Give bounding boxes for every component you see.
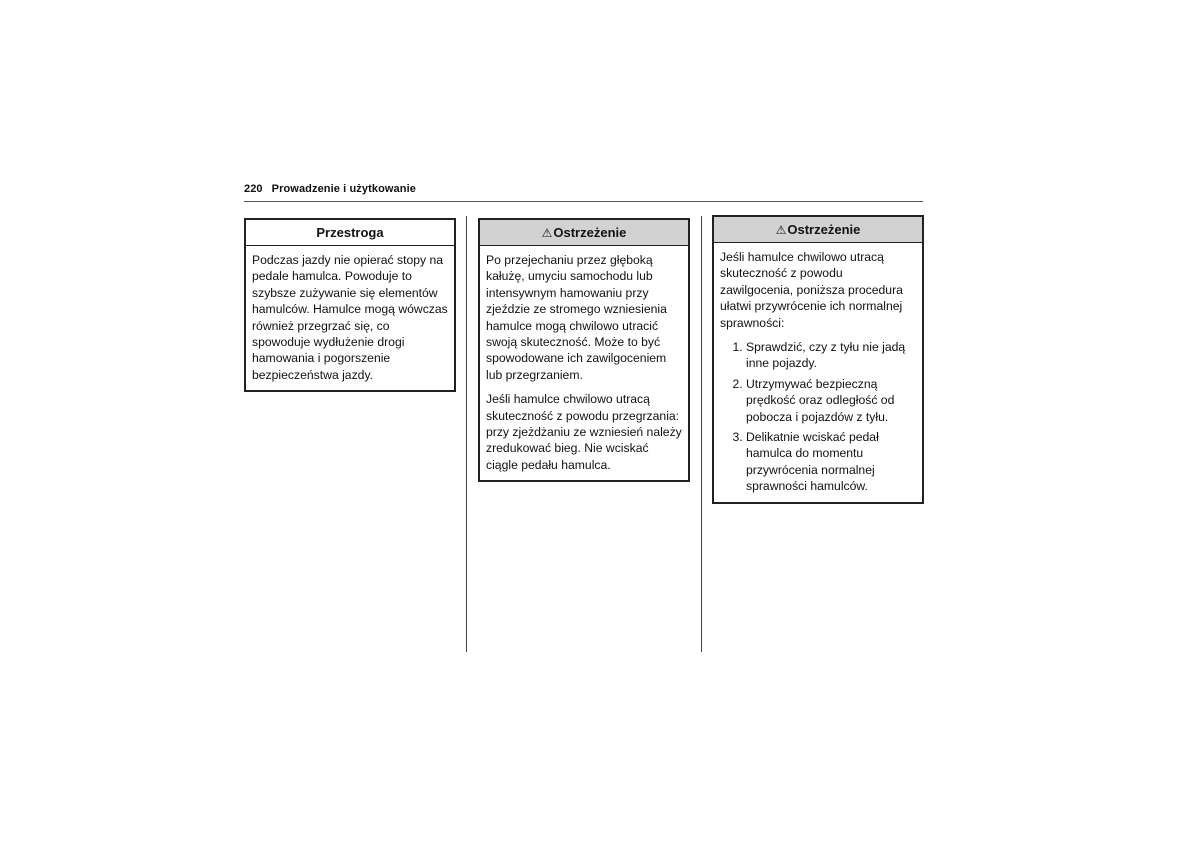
warning-title-label: Ostrzeżenie — [787, 222, 861, 237]
caution-text: Podczas jazdy nie opierać stopy na pedale hamulca. Powoduje to szybsze zużywanie się elementów hamulców. Hamulce mogą wówczas również przegrzać się, co spowoduje wydłużenie drogi hamowania i pogorszenie bezpieczeństwa jazdy. — [252, 253, 448, 382]
warning-paragraph: Jeśli hamulce chwilowo utracą skuteczność z powodu przegrzania: przy zjeżdżaniu ze wzniesień należy zredukować bieg. Nie wciskać ciągle pedału hamulca. — [486, 392, 682, 472]
page-header — [244, 183, 416, 195]
warning-body — [480, 246, 688, 480]
warning-box-overheat — [478, 218, 690, 482]
warning-body — [714, 243, 922, 502]
warning-intro: Jeśli hamulce chwilowo utracą skuteczność z powodu zawilgocenia, poniższa procedura ułatwi przywrócenie ich normalnej sprawności: — [720, 250, 903, 330]
warning-paragraph: Po przejechaniu przez głęboką kałużę, umyciu samochodu lub intensywnym hamowaniu przy zjeździe ze stromego wzniesienia hamulce mogą chwilowo utracić swoją skuteczność. Może to być spowodowane ich zawilgoceniem lub przegrzaniem. — [486, 253, 667, 382]
procedure-step: 2. Utrzymywać bezpieczną prędkość oraz odległość od pobocza i pojazdów z tyłu. — [746, 376, 916, 425]
caution-body — [246, 246, 454, 390]
caution-title: Przestroga — [246, 220, 454, 246]
column-divider — [701, 216, 702, 652]
warning-box-moisture — [712, 215, 924, 504]
procedure-steps — [720, 339, 916, 495]
warning-title — [714, 217, 922, 243]
warning-title — [480, 220, 688, 246]
section-title: Prowadzenie i użytkowanie — [271, 183, 416, 195]
warning-triangle-icon: ⚠ — [775, 223, 787, 237]
page-number: 220 — [244, 183, 263, 195]
caution-box — [244, 218, 456, 392]
procedure-step: 1. Sprawdzić, czy z tyłu nie jadą inne pojazdy. — [746, 339, 916, 372]
header-rule — [244, 201, 923, 202]
column-divider — [466, 216, 467, 652]
warning-triangle-icon: ⚠ — [541, 226, 553, 240]
warning-title-label: Ostrzeżenie — [553, 225, 627, 240]
procedure-step: 3. Delikatnie wciskać pedał hamulca do momentu przywrócenia normalnej sprawności hamulców. — [746, 429, 916, 495]
